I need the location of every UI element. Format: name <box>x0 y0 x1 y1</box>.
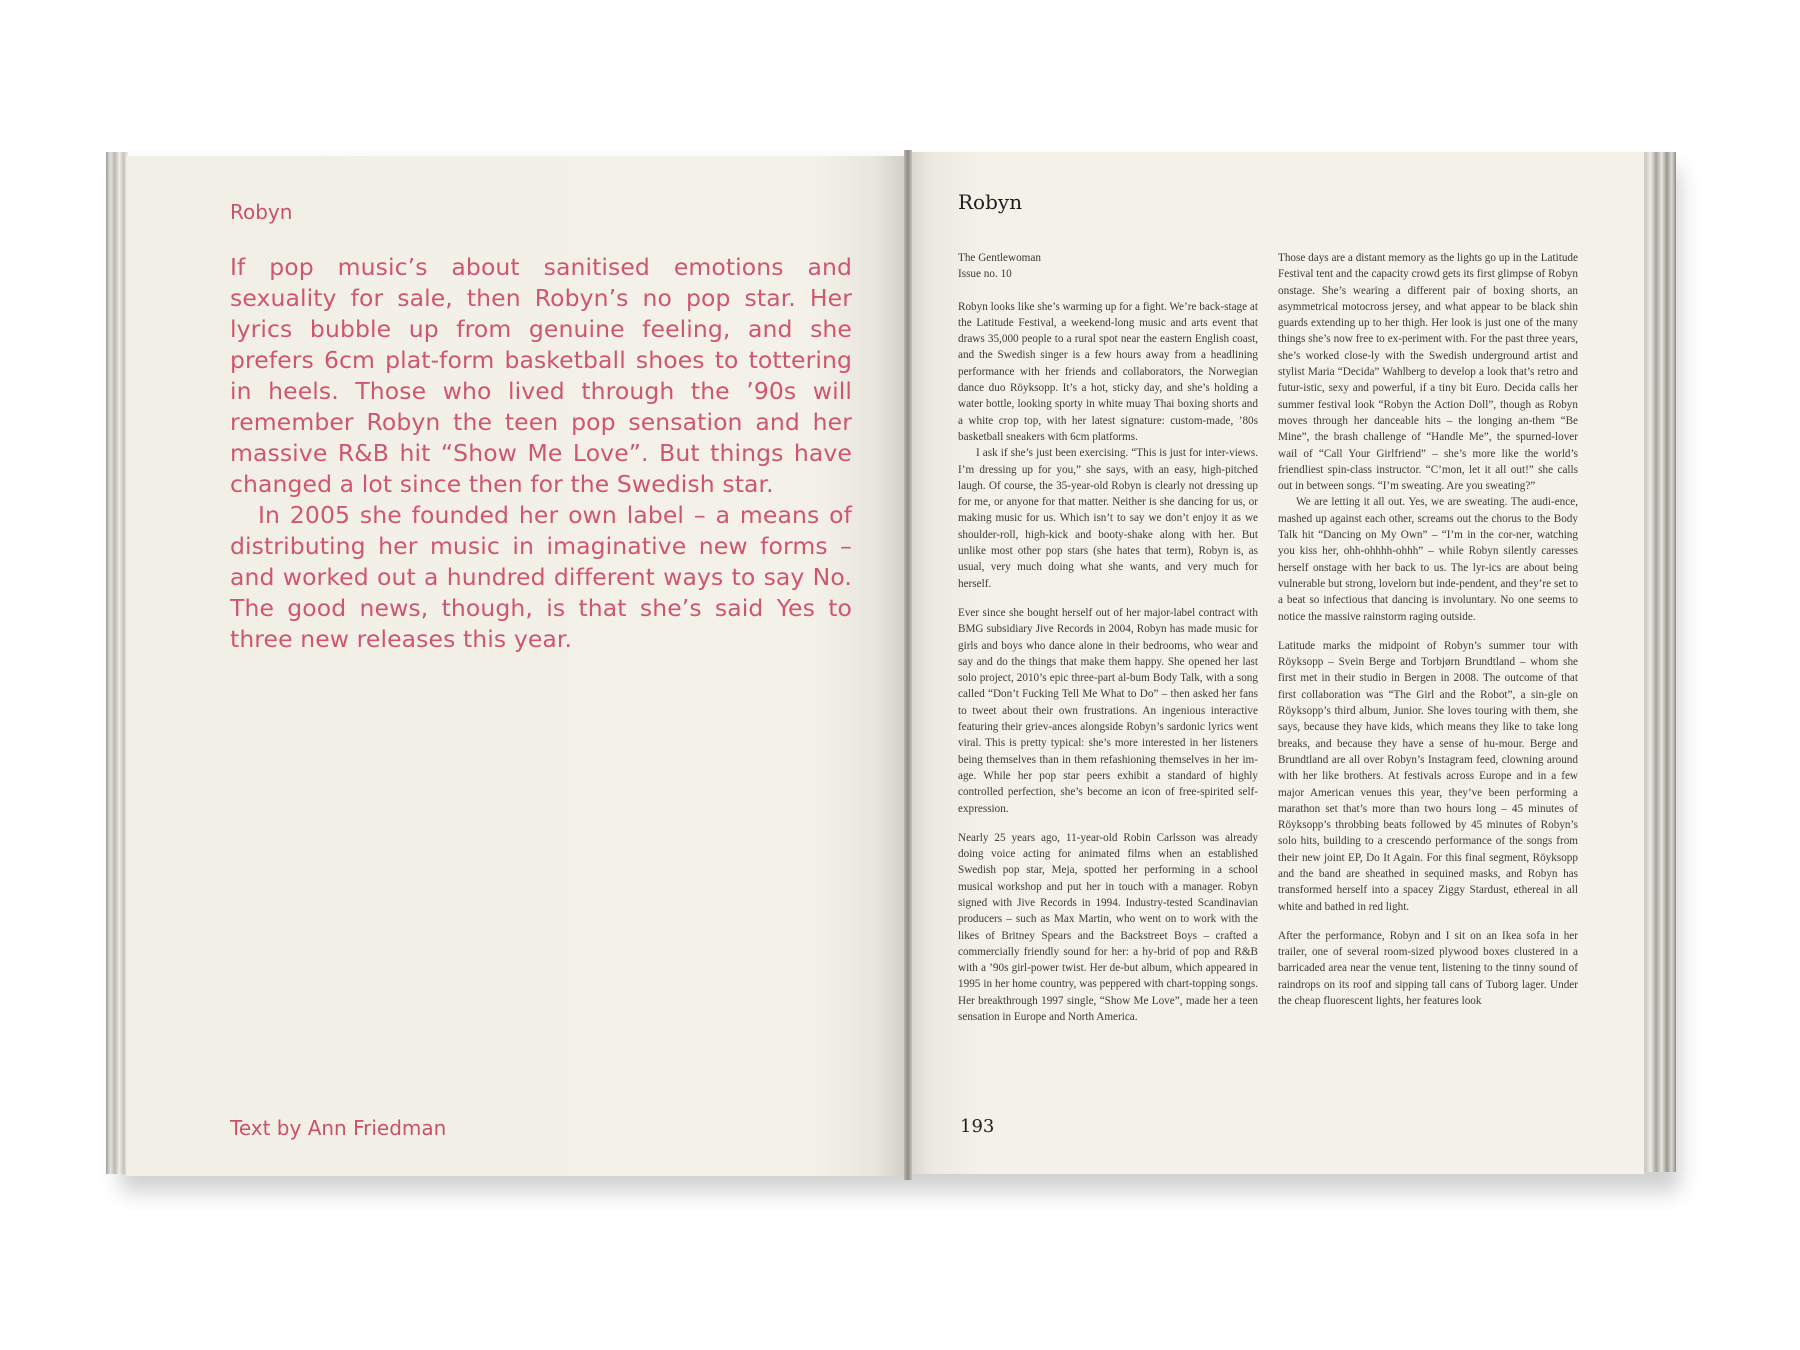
right-running-head: Robyn <box>958 190 1023 214</box>
article-paragraph: We are letting it all out. Yes, we are sweating. The audi-ence, mashed up against each other, screams out the chorus to the Body Talk hit “Dancing on My Own” – “I’m in the cor-ner, watching you kiss her, ohh-ohhhh-ohhh” – while Robyn silently caresses herself onstage with her back to us. The lyr-ics are about being vulnerable but strong, lovelorn but inde-pendent, and they’re set to a beat so infectious that dancing is involuntary. No one seems to notice the massive rainstorm raging outside. <box>1278 496 1578 623</box>
article-paragraph: Those days are a distant memory as the lights go up in the Latitude Festival tent and the capacity crowd gets its first glimpse of Robyn onstage. She’s wearing a different pair of boxing shorts, an asymmetrical motocross jersey, and what appear to be black shin guards extending up to her thigh. Her look is just one of the many things she’s now free to ex-periment with. For the past three years, she’s worked close-ly with the Swedish underground artist and stylist Maria “Decida” Wahlberg to develop a look that’s retro and futur-istic, sexy and powerful, if a tiny bit Euro. Decida calls her summer festival look “Robyn the Action Doll”, though as Robyn moves through her danceable hits – the longing an-them “Be Mine”, the brash challenge of “Handle Me”, the spurned-lover wail of “Call Your Girlfriend” – she’s more like the world’s friendliest spin-class instructor. “C’mon, let it all out!” she calls out in between songs. “I’m sweating. Are you sweating?” <box>1278 252 1578 493</box>
page-edges-right <box>1640 152 1676 1172</box>
masthead-issue: Issue no. 10 <box>958 268 1012 281</box>
page-edges-left <box>106 152 128 1174</box>
intro-paragraph: If pop music’s about sanitised emotions and sexuality for sale, then Robyn’s no pop star. Her lyrics bubble up from genuine feeling, and she prefers 6cm plat-form basketball shoes to tottering in heels. Those who lived through the ’90s will remember Robyn the teen pop sensation and her massive R&B hit “Show Me Love”. But things have changed a lot since then for the Swedish star. <box>230 253 852 498</box>
book-gutter <box>904 150 912 1180</box>
article-column-2 <box>1278 250 1578 1009</box>
article-paragraph: Ever since she bought herself out of her major-label contract with BMG subsidiary Jive Records in 2004, Robyn has made music for girls and boys who dance alone in their bedrooms, who wear and say and do the things that make them happy. She opened her last solo project, 2010’s epic three-part al-bum Body Talk, with a song called “Don’t Fucking Tell Me What to Do” – then asked her fans to tweet about their own frustrations. An ingenious interactive featuring their griev-ances alongside Robyn’s sardonic lyrics went viral. This is pretty typical: she’s more interested in her listeners being themselves than in them refashioning themselves in her im-age. While her pop star peers exhibit a standard of highly controlled perfection, she’s become an icon of free-spirited self-expression. <box>958 606 1258 815</box>
intro-paragraph: In 2005 she founded her own label – a means of distributing her music in imaginative new forms – and worked out a hundred different ways to say No. The good news, though, is that she’s said Yes to three new releases this year. <box>230 501 852 653</box>
article-paragraph: Latitude marks the midpoint of Robyn’s summer tour with Röyksopp – Svein Berge and Torbjørn Brundtland – whom she first met in their studio in Bergen in 2008. The outcome of that first collaboration was “The Girl and the Robot”, a sin-gle on Röyksopp’s third album, Junior. She loves touring with them, she says, because they have kids, which means they like to take long breaks, and because they have a sense of hu-mour. Berge and Brundtland are all over Robyn’s Instagram feed, clowning around with her like brothers. At festivals across Europe and in a few major American venues this year, they’ve been performing a marathon set that’s more than two hours long – 45 minutes of Röyksopp’s throbbing beats followed by 45 minutes of Robyn’s solo hits, building to a crescendo performance of the songs from their new joint EP, Do It Again. For this final segment, Röyksopp and the band are sheathed in sequined masks, and Robyn has transformed herself into a spacey Ziggy Stardust, ethereal in all white and bathed in red light. <box>1278 639 1578 913</box>
page-number: 193 <box>960 1116 995 1137</box>
left-running-head: Robyn <box>230 200 293 224</box>
masthead-title: The Gentlewoman <box>958 252 1041 264</box>
article-paragraph: Nearly 25 years ago, 11-year-old Robin Carlsson was already doing voice acting for animated films when an established Swedish pop star, Meja, spotted her performing in a school musical workshop and put her in touch with a manager. Robyn signed with Jive Records in 1994. Industry-tested Scandinavian producers – such as Max Martin, who went on to work with the likes of Britney Spears and the Backstreet Boys – crafted a commercially friendly sound for her: a hy-brid of pop and R&B with a ’90s girl-power twist. Her de-but album, which appeared in 1995 in her home country, was peppered with chart-topping songs. Her breakthrough 1997 single, “Show Me Love”, made her a teen sensation in Europe and North America. <box>958 831 1258 1024</box>
article-column-1 <box>958 250 1258 1025</box>
article-paragraph: Robyn looks like she’s warming up for a fight. We’re back-stage at the Latitude Festival, a weekend-long music and arts event that draws 35,000 people to a rural spot near the eastern English coast, and the Swedish singer is a few hours away from a headlining performance with her friends and collaborators, the Norwegian dance duo Röyksopp. It’s a hot, sticky day, and she’s holding a water bottle, looking sporty in white muay Thai boxing shorts and a white crop top, with her latest signature: custom-made, ’80s basketball sneakers with 6cm platforms. <box>958 300 1258 443</box>
intro-text <box>230 252 852 655</box>
masthead <box>958 250 1258 283</box>
article-paragraph: I ask if she’s just been exercising. “This is just for inter-views. I’m dressing up for you,” she says, with an easy, high-pitched laugh. Of course, the 35-year-old Robyn is clearly not dressing up for me, or anyone for that matter. Neither is she dancing for us, or making music for us. Which isn’t to say we don’t enjoy it as we shoulder-roll, high-kick and booty-shake along with her. But unlike most other pop stars (she hates that term), Robyn is, as usual, very much doing what she wants, and very much for herself. <box>958 447 1258 590</box>
article-paragraph: After the performance, Robyn and I sit on an Ikea sofa in her trailer, one of several room-sized plywood boxes clustered in a barricaded area near the venue tent, listening to the tinny sound of raindrops on its roof and sipping tall cans of Tuborg lager. Under the cheap fluorescent lights, her features look <box>1278 929 1578 1008</box>
author-credit: Text by Ann Friedman <box>230 1116 447 1140</box>
